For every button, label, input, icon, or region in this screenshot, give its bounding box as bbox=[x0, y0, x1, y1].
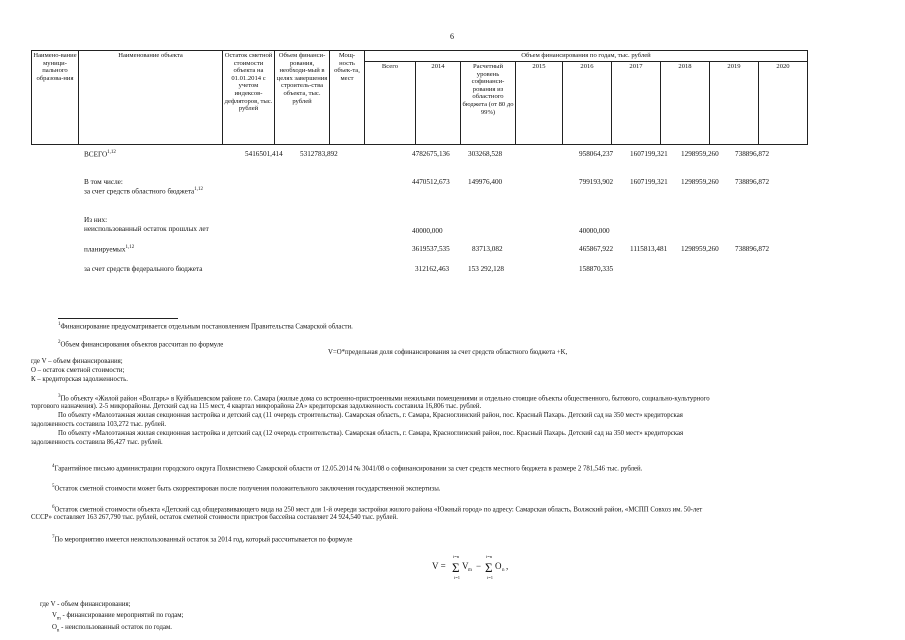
row-total-2016: 1607199,321 bbox=[630, 150, 668, 158]
row-planned-2016: 1115813,481 bbox=[630, 245, 668, 253]
row-planned-label: планируемых$^{1,12}$ bbox=[84, 245, 135, 254]
row-unused-sum: 40000,000 bbox=[412, 227, 443, 235]
row-total-needed: 5312783,892 bbox=[300, 150, 338, 158]
row-planned-2018: 738896,872 bbox=[735, 245, 770, 253]
header-needed-volume: Объем финанси-рования, необходи-мый в целях завершения строитель-ства объекта, тыс. рублей bbox=[275, 51, 330, 145]
row-regional-2015: 799193,902 bbox=[579, 178, 614, 186]
svg-text:Σ: Σ bbox=[485, 560, 493, 575]
row-regional-label-top: В том числе: bbox=[84, 178, 123, 186]
footnote-6-line1: $^6$Остаток сметной стоимости объекта «Детский сад общеразвивающего вида на 250 мест для 1-й очереди застройки жилого района «Южный город» по адресу: Самарская область, Волжский район, «МСПП Совхоз им. 50-лет bbox=[52, 505, 703, 514]
header-remaining-cost: Остаток сметной стоимости объекта на 01.01.2014 с учетом индексов-дефляторов, тыс. рублей bbox=[223, 51, 275, 145]
footnote-7-vm: $V_m$ - финансирование мероприятий по годам; bbox=[52, 612, 184, 622]
row-total-label: ВСЕГО$^{1,12}$ bbox=[84, 150, 116, 159]
footnote-3-line1: $^3$По объекту «Жилой район «Волгарь» в Куйбышевском районе г.о. Самара (жилые дома со встроенно-пристроенными нежилыми помещениями и отдельно стоящие объекты общественного, бытового, социально-культурного bbox=[58, 394, 710, 403]
footnote-2: $^2$Объем финансирования объектов рассчитан по формуле bbox=[58, 340, 224, 349]
row-regional-sum: 4470512,673 bbox=[412, 178, 450, 186]
row-planned-2015: 465867,922 bbox=[579, 245, 614, 253]
footnote-3-line5: По объекту «Малоэтажная жилая секционная застройка и детский сад (12 очередь строительства). Самарская область, г. Самара, Красноглинский район, пос. Красный Пахарь. Детский сад на 350 мест» кредиторская bbox=[58, 430, 684, 437]
svg-text:V =: V = bbox=[432, 561, 446, 571]
header-2016: 2016 bbox=[563, 62, 612, 145]
footnote-2-where: где V – объем финансирования; bbox=[31, 358, 123, 365]
footnote-2-o: О – остаток сметной стоимости; bbox=[31, 367, 125, 374]
footnote-7-on: $O_n$ - неиспользованный остаток по годам. bbox=[52, 624, 172, 634]
page-number: 6 bbox=[450, 32, 454, 41]
footnote-3-line6: задолженность составила 86,427 тыс. рублей. bbox=[31, 439, 163, 446]
header-capacity: Мощ-ность объек-та, мест bbox=[330, 51, 365, 145]
header-2018: 2018 bbox=[661, 62, 710, 145]
svg-text:,: , bbox=[506, 561, 509, 571]
footnote-3-line2: торгового назначения). 2-5 микрорайоны. Детский сад на 115 мест, 4 квартал микрорайона 2А» кредиторская задолженность составила 16,806 тыс. рублей. bbox=[31, 403, 482, 410]
row-planned-2017: 1298959,260 bbox=[681, 245, 719, 253]
svg-text:i=1: i=1 bbox=[454, 575, 461, 580]
row-planned-2014: 83713,082 bbox=[472, 245, 503, 253]
header-2015: 2015 bbox=[516, 62, 563, 145]
header-2019: 2019 bbox=[710, 62, 759, 145]
header-total: Всего bbox=[365, 62, 416, 145]
row-planned-sum: 3619537,535 bbox=[412, 245, 450, 253]
footnote-6-line2: СССР» составляет 163 267,790 тыс. рублей, остаток сметной стоимости пристроя бассейна составляет 24 924,540 тыс. рублей. bbox=[31, 514, 398, 521]
svg-text:i=n: i=n bbox=[453, 554, 460, 559]
svg-text:i=1: i=1 bbox=[487, 575, 494, 580]
header-2014: 2014 bbox=[416, 62, 461, 145]
row-total-sum: 4782675,136 bbox=[412, 150, 450, 158]
footnote-4: $^4$Гарантийное письмо администрации городского округа Похвистнево Самарской области от 12.05.2014 № 3041/08 о софинансировании за счет средств местного бюджета в размере 2 781,546 тыс. рублей. bbox=[52, 464, 643, 473]
footnote-3-line3: По объекту «Малоэтажная жилая секционная застройка и детский сад (11 очередь строительства). Самарская область, г. Самара, Красноглинский район, пос. Красный Пахарь. Детский сад на 350 мест» кредиторская bbox=[58, 412, 683, 419]
svg-text:m: m bbox=[468, 568, 472, 573]
row-total-2018: 738896,872 bbox=[735, 150, 770, 158]
footnote-2-k: К – кредиторская задолженность. bbox=[31, 376, 128, 383]
row-unused-label-top: Из них: bbox=[84, 216, 108, 224]
row-federal-sum: 312162,463 bbox=[415, 265, 450, 273]
footnote-3-line4: задолженность составила 103,272 тыс. рублей. bbox=[31, 421, 167, 428]
footnote-7-where: где V - объем финансирования; bbox=[40, 601, 131, 608]
row-unused-2015: 40000,000 bbox=[579, 227, 610, 235]
footnote-7-formula bbox=[430, 548, 540, 582]
footnote-2-formula: V=O*предельная доля софинансирования за счет средств областного бюджета +K, bbox=[328, 349, 568, 356]
row-total-2014: 303268,528 bbox=[468, 150, 503, 158]
row-total-remaining: 5416501,414 bbox=[245, 150, 283, 158]
row-regional-label: за счет средств областного бюджета$^{1,12}$ bbox=[84, 187, 203, 196]
svg-text:i=n: i=n bbox=[486, 554, 493, 559]
footnote-divider bbox=[58, 318, 178, 319]
svg-text:n: n bbox=[502, 568, 505, 573]
row-federal-2015: 158870,335 bbox=[579, 265, 614, 273]
svg-text:Σ: Σ bbox=[452, 560, 460, 575]
svg-text:−: − bbox=[476, 561, 482, 571]
row-regional-2018: 738896,872 bbox=[735, 178, 770, 186]
header-financing-group: Объем финансирования по годам, тыс. рублей bbox=[365, 51, 808, 62]
header-cofinancing-level: Расчетный уровень софинанси-рования из областного бюджета (от 80 до 99%) bbox=[461, 62, 516, 145]
row-unused-label: неиспользованный остаток прошлых лет bbox=[84, 225, 209, 233]
svg-text:V: V bbox=[462, 561, 469, 571]
financing-table bbox=[31, 50, 808, 145]
header-2020: 2020 bbox=[759, 62, 808, 145]
header-object-name: Наименование объекта bbox=[79, 51, 223, 145]
row-total-2015: 958064,237 bbox=[579, 150, 614, 158]
footnote-1: $^1$Финансирование предусматривается отдельным постановлением Правительства Самарской области. bbox=[58, 322, 353, 331]
footnote-5: $^5$Остаток сметной стоимости может быть скорректирован после получения положительного заключения государственной экспертизы. bbox=[52, 484, 441, 493]
row-regional-2014: 149976,400 bbox=[468, 178, 503, 186]
header-municipality: Наимено-вание муници-пального образова-ния bbox=[32, 51, 79, 145]
row-federal-2014: 153 292,128 bbox=[468, 265, 504, 273]
header-2017: 2017 bbox=[612, 62, 661, 145]
row-regional-2016: 1607199,321 bbox=[630, 178, 668, 186]
row-total-2017: 1298959,260 bbox=[681, 150, 719, 158]
footnote-7: $^7$По мероприятию имеется неиспользованный остаток за 2014 год, который рассчитывается по формуле bbox=[52, 535, 353, 544]
svg-text:O: O bbox=[495, 561, 502, 571]
row-regional-2017: 1298959,260 bbox=[681, 178, 719, 186]
row-federal-label: за счет средств федерального бюджета bbox=[84, 265, 203, 273]
